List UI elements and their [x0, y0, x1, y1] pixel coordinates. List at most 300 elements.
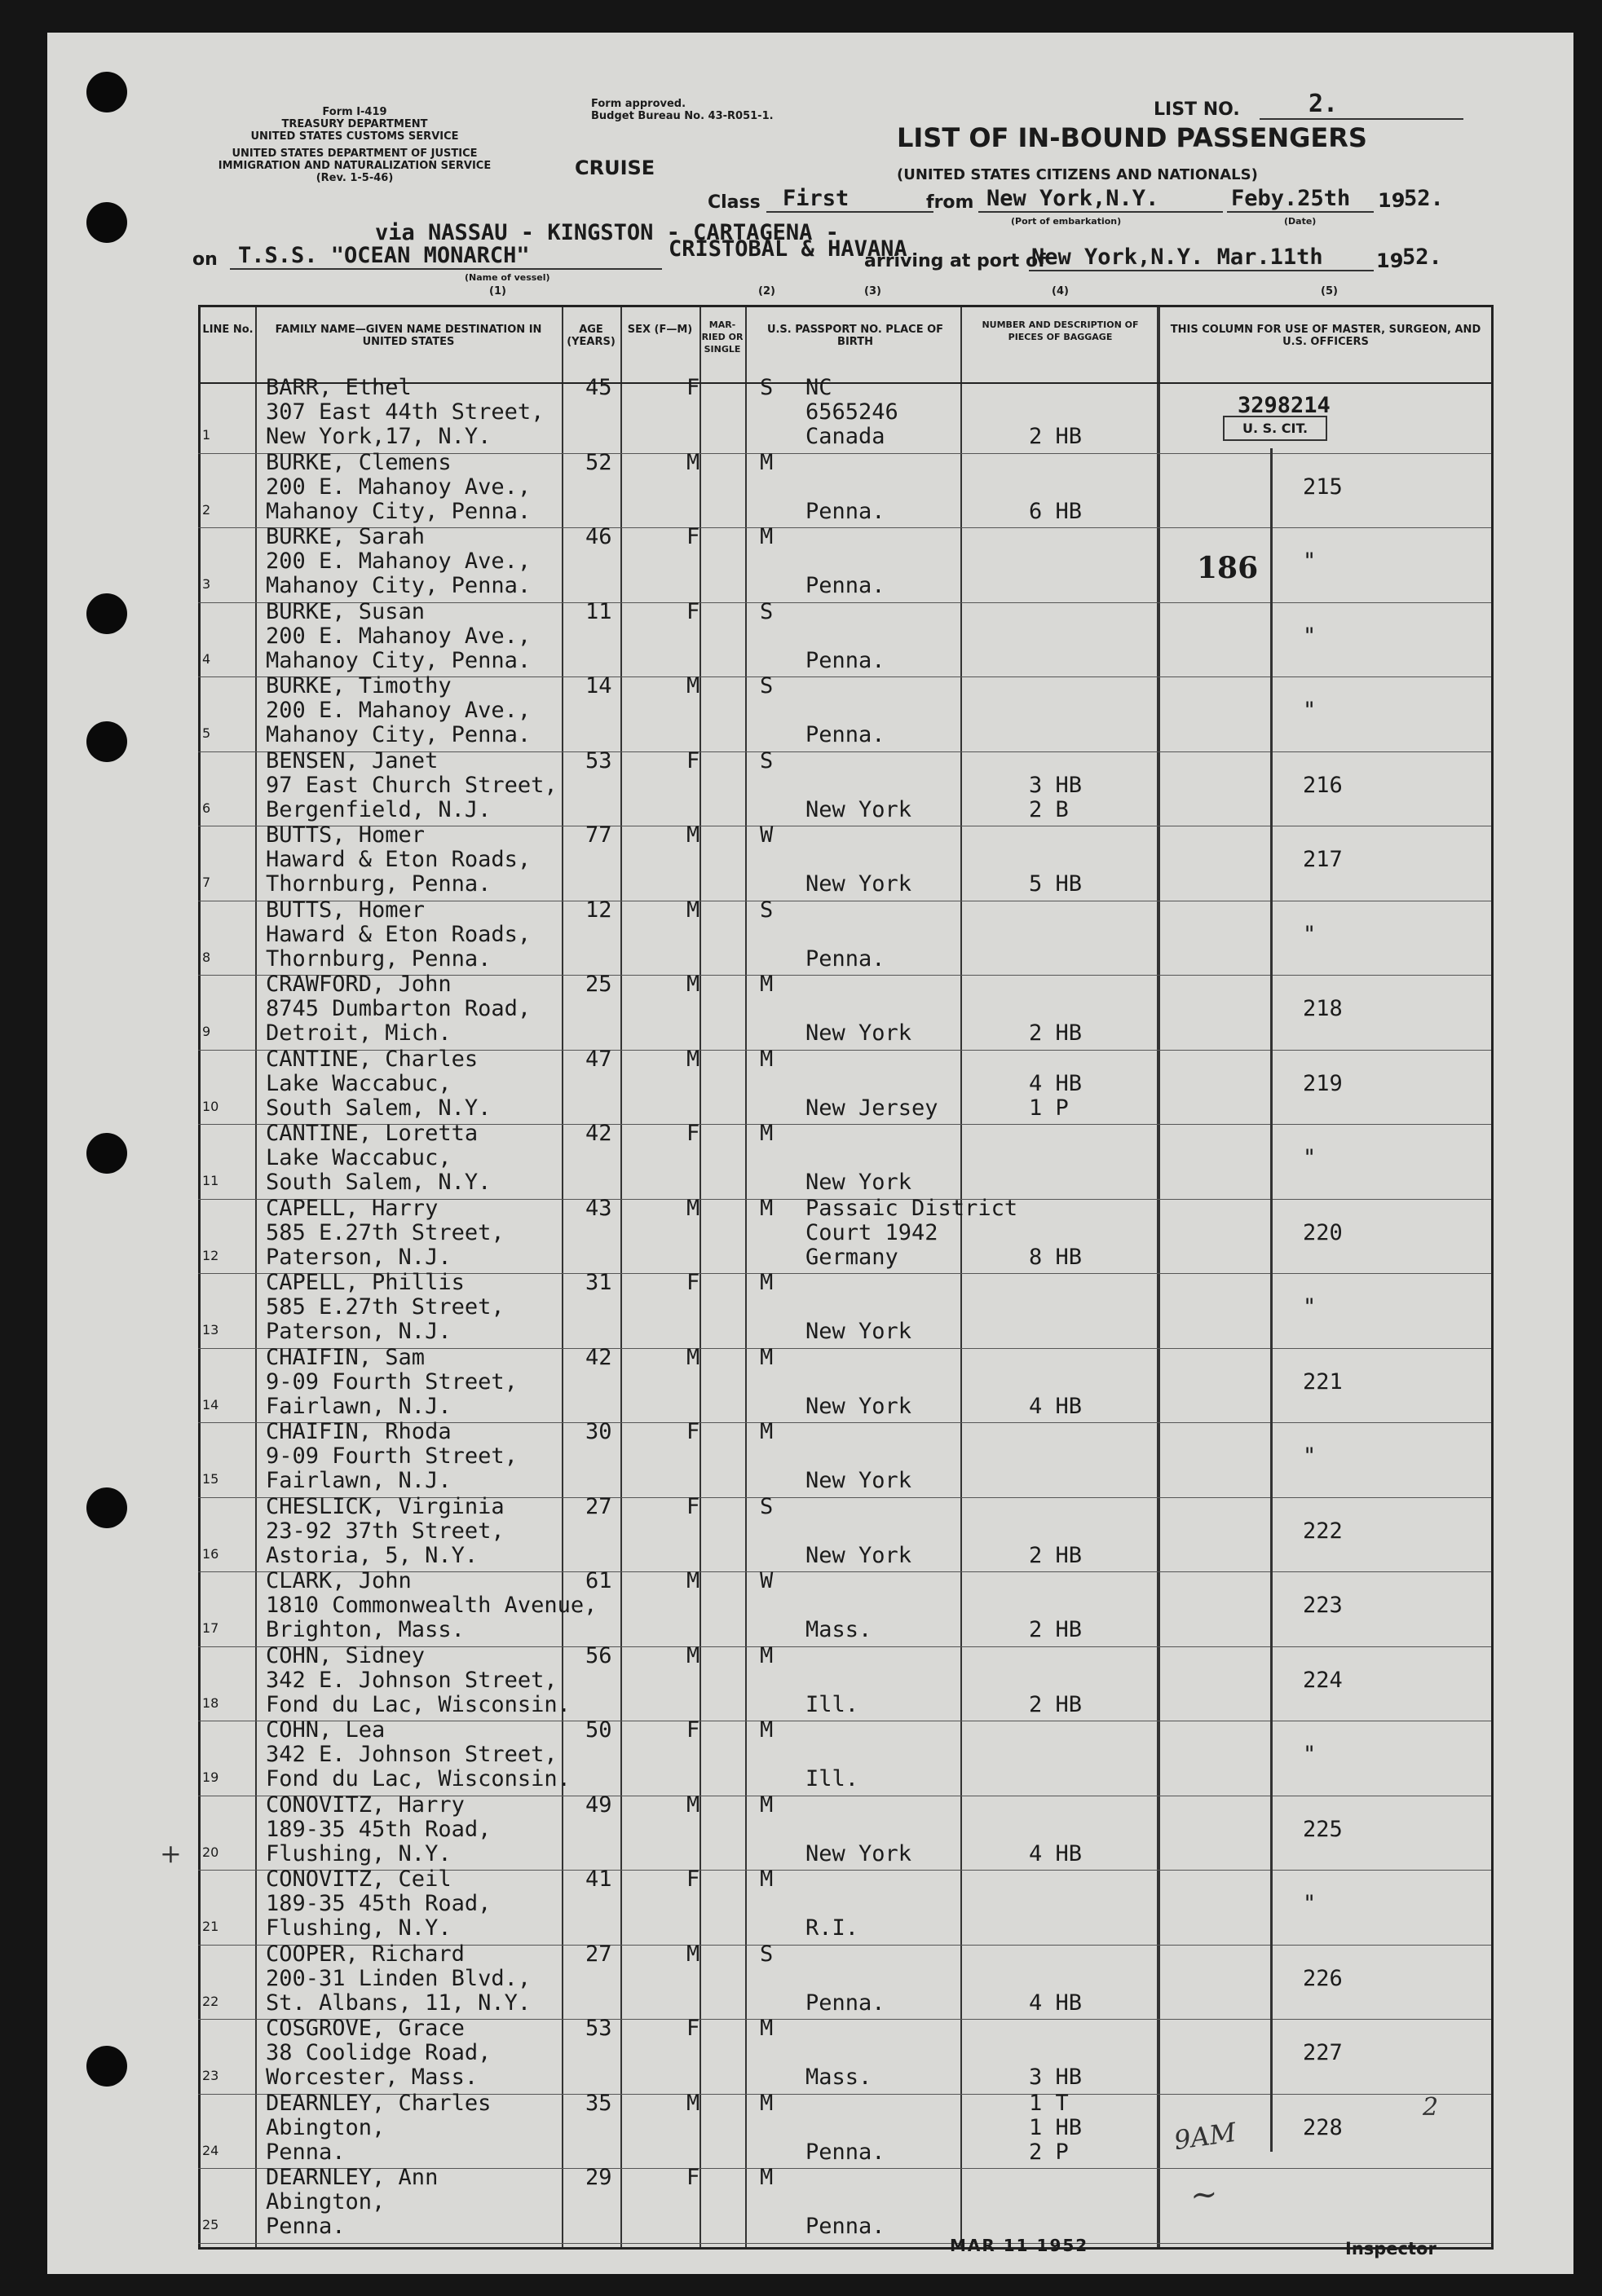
punch-hole [86, 72, 127, 112]
place-of-birth: Penna. [805, 498, 885, 524]
place-of-birth: New York [805, 1542, 912, 1568]
sex: F [686, 2165, 700, 2190]
marital-status: M [760, 1791, 774, 1818]
place-of-birth: Ill. [805, 1691, 859, 1717]
punch-hole [86, 593, 127, 634]
baggage-line-3: 4 HB [1029, 1990, 1083, 2016]
address-line-1: 189-35 45th Road, [266, 1816, 492, 1842]
address-line-2: Flushing, N.Y. [266, 1840, 452, 1866]
place-of-birth: Penna. [805, 2139, 885, 2165]
marital-status: M [760, 1195, 774, 1221]
officer-number: " [1303, 1742, 1317, 1767]
marital-status: M [760, 449, 774, 475]
address-line-2: Thornburg, Penna. [266, 945, 492, 972]
age: 53 [585, 747, 612, 773]
address-line-2: Mahanoy City, Penna. [266, 647, 532, 673]
officer-number: 216 [1303, 772, 1343, 798]
marital-status: M [760, 1866, 774, 1892]
passenger-name: BURKE, Timothy [266, 673, 452, 698]
officer-number: 226 [1303, 1965, 1343, 1991]
page-subtitle: (UNITED STATES CITIZENS AND NATIONALS) [897, 166, 1258, 183]
line-number: 1 [202, 427, 211, 443]
marital-status: S [760, 598, 774, 624]
passenger-name: BARR, Ethel [266, 375, 412, 400]
inspector-label: Inspector [1345, 2239, 1437, 2259]
line-number: 7 [202, 875, 211, 890]
address-line-2: Worcester, Mass. [266, 2065, 479, 2090]
age: 27 [585, 1493, 612, 1519]
marital-status: S [760, 897, 774, 923]
address-line-1: 200 E. Mahanoy Ave., [266, 623, 532, 649]
place-of-birth: New York [805, 1170, 912, 1195]
address-line-2: Astoria, 5, N.Y. [266, 1542, 479, 1568]
address-line-2: Paterson, N.J. [266, 1319, 452, 1344]
officer-number: 228 [1303, 2114, 1343, 2140]
date-caption: (Date) [1284, 216, 1317, 227]
age: 77 [585, 822, 612, 848]
officer-number: 220 [1303, 1219, 1343, 1245]
baggage-line-3: 1 P [1029, 1095, 1069, 1121]
marital-status: S [760, 1941, 774, 1967]
passenger-name: CONOVITZ, Harry [266, 1791, 465, 1818]
age: 29 [585, 2165, 612, 2190]
sex: M [686, 1791, 700, 1818]
baggage-line-3: 2 B [1029, 796, 1069, 822]
age: 14 [585, 673, 612, 698]
address-line-1: 200 E. Mahanoy Ave., [266, 474, 532, 500]
marital-status: S [760, 747, 774, 773]
marital-status: M [760, 1270, 774, 1295]
sex: F [686, 1866, 700, 1892]
marital-status: M [760, 972, 774, 997]
baggage-line-3: 2 HB [1029, 1617, 1083, 1642]
passenger-name: CANTINE, Loretta [266, 1121, 479, 1146]
on-label: on [192, 249, 218, 270]
address-line-2: Detroit, Mich. [266, 1020, 452, 1046]
passport-line-1: Passaic District [805, 1195, 1018, 1221]
address-line-1: 23-92 37th Street, [266, 1518, 505, 1544]
address-line-2: Fairlawn, N.J. [266, 1468, 452, 1493]
arrival-year: 52. [1402, 245, 1442, 270]
class-value: First [766, 186, 933, 213]
line-number: 16 [202, 1545, 219, 1562]
marital-status: S [760, 375, 774, 400]
sex: M [686, 1195, 700, 1221]
address-line-2: New York,17, N.Y. [266, 424, 492, 449]
address-line-1: 38 Coolidge Road, [266, 2040, 492, 2065]
passenger-name: COOPER, Richard [266, 1941, 465, 1967]
port-caption: (Port of embarkation) [1011, 216, 1122, 227]
sex: M [686, 1344, 700, 1370]
line-number: 8 [202, 949, 211, 965]
address-line-1: Abington, [266, 2114, 386, 2140]
line-number: 21 [202, 1919, 219, 1934]
address-line-1: 8745 Dumbarton Road, [266, 996, 532, 1021]
sex: M [686, 1046, 700, 1072]
sex: M [686, 673, 700, 698]
punch-hole [86, 202, 127, 243]
sex: M [686, 2090, 700, 2116]
inspector-signature: ~ [1189, 2175, 1220, 2215]
line-number: 19 [202, 1769, 219, 1785]
line-number: 12 [202, 1247, 219, 1263]
address-line-1: Lake Waccabuc, [266, 1145, 452, 1170]
baggage-line-3: 2 HB [1029, 1542, 1083, 1568]
baggage-line-3: 2 HB [1029, 1691, 1083, 1717]
embark-port: New York,N.Y. [978, 186, 1223, 213]
certificate-number: 3298214 [1238, 393, 1331, 418]
col-num-3: (3) [864, 285, 881, 297]
line-number: 23 [202, 2068, 219, 2083]
passport-line-2: 6565246 [805, 399, 898, 425]
sex: M [686, 897, 700, 923]
address-line-2: Brighton, Mass. [266, 1617, 465, 1642]
list-no-value: 2. [1260, 90, 1463, 120]
address-line-1: 307 East 44th Street, [266, 399, 545, 425]
officer-number: 222 [1303, 1518, 1343, 1544]
place-of-birth: R.I. [805, 1915, 859, 1941]
line-number: 3 [202, 576, 211, 592]
baggage-line-3: 5 HB [1029, 871, 1083, 897]
address-line-2: Bergenfield, N.J. [266, 796, 492, 822]
passenger-name: DEARNLEY, Ann [266, 2165, 439, 2190]
passenger-name: CAPELL, Phillis [266, 1270, 465, 1295]
date-stamp: MAR 11 1952 [950, 2236, 1089, 2255]
officer-number: 225 [1303, 1816, 1343, 1842]
passenger-name: COHN, Sidney [266, 1642, 426, 1668]
col-num-5: (5) [1321, 285, 1338, 297]
sex: M [686, 1568, 700, 1593]
officer-number: 219 [1303, 1070, 1343, 1096]
address-line-2: Thornburg, Penna. [266, 871, 492, 897]
passenger-name: BURKE, Sarah [266, 524, 426, 549]
col-header-baggage: NUMBER AND DESCRIPTION OF PIECES OF BAGGAGE [982, 320, 1139, 342]
place-of-birth: Penna. [805, 945, 885, 972]
justice-dept: UNITED STATES DEPARTMENT OF JUSTICE [232, 148, 478, 160]
place-of-birth: Penna. [805, 722, 885, 747]
officer-number: " [1303, 1145, 1317, 1170]
place-of-birth: Mass. [805, 1617, 872, 1642]
address-line-1: 97 East Church Street, [266, 772, 558, 798]
form-approved: Form approved. [591, 98, 686, 110]
officer-bracket-line [1270, 448, 1273, 2152]
passport-line-2: Court 1942 [805, 1219, 938, 1245]
address-line-2: Penna. [266, 2139, 346, 2165]
year-prefix: 19 [1378, 189, 1406, 212]
via-line-2: CRISTOBAL & HAVANA [669, 236, 907, 262]
officer-number: " [1303, 623, 1317, 649]
age: 27 [585, 1941, 612, 1967]
address-line-2: Flushing, N.Y. [266, 1915, 452, 1941]
baggage-line-2: 4 HB [1029, 1070, 1083, 1096]
address-line-2: Fond du Lac, Wisconsin. [266, 1691, 571, 1717]
officer-number: " [1303, 549, 1317, 574]
embark-date: Feby.25th [1227, 186, 1374, 213]
address-line-1: 200 E. Mahanoy Ave., [266, 698, 532, 723]
address-line-1: 585 E.27th Street, [266, 1294, 505, 1320]
passenger-name: CANTINE, Charles [266, 1046, 479, 1072]
col-header-officers: THIS COLUMN FOR USE OF MASTER, SURGEON, AND U.S. OFFICERS [1170, 324, 1481, 348]
age: 52 [585, 449, 612, 475]
passport-line-1: NC [805, 375, 832, 400]
address-line-2: Mahanoy City, Penna. [266, 573, 532, 598]
officer-number: 223 [1303, 1593, 1343, 1618]
baggage-line-3: 8 HB [1029, 1244, 1083, 1270]
place-of-birth: Mass. [805, 2065, 872, 2090]
officer-number: 217 [1303, 847, 1343, 872]
line-number: 14 [202, 1396, 219, 1412]
address-line-1: 200 E. Mahanoy Ave., [266, 549, 532, 574]
marital-status: M [760, 524, 774, 549]
age: 30 [585, 1419, 612, 1444]
line-number: 25 [202, 2217, 219, 2232]
form-id: Form I-419 [322, 106, 387, 118]
place-of-birth: Canada [805, 424, 885, 449]
passenger-name: CHAIFIN, Rhoda [266, 1419, 452, 1444]
place-of-birth: Penna. [805, 1990, 885, 2016]
place-of-birth: New York [805, 871, 912, 897]
line-number: 22 [202, 1993, 219, 2009]
age: 31 [585, 1270, 612, 1295]
sex: F [686, 1493, 700, 1519]
line-number: 24 [202, 2142, 219, 2158]
line-number: 18 [202, 1694, 219, 1711]
line-number: 4 [202, 650, 211, 667]
punch-hole [86, 2046, 127, 2087]
year-value: 52. [1404, 186, 1444, 211]
address-line-1: Abington, [266, 2189, 386, 2214]
col-header-age: AGE (YEARS) [567, 324, 616, 348]
us-citizen-stamp: U. S. CIT. [1223, 416, 1327, 441]
sex: F [686, 747, 700, 773]
officer-number: 215 [1303, 474, 1343, 500]
officer-number: " [1303, 1891, 1317, 1916]
age: 46 [585, 524, 612, 549]
officer-number: " [1303, 1294, 1317, 1320]
line-number: 17 [202, 1620, 219, 1636]
address-line-2: Paterson, N.J. [266, 1244, 452, 1270]
sex: M [686, 972, 700, 997]
age: 41 [585, 1866, 612, 1892]
address-line-2: Fond du Lac, Wisconsin. [266, 1766, 571, 1791]
col-header-passport: U.S. PASSPORT NO. PLACE OF BIRTH [766, 324, 944, 348]
punch-hole [86, 721, 127, 762]
list-no-label: LIST NO. [1154, 99, 1240, 120]
sex: F [686, 1270, 700, 1295]
marital-status: M [760, 2016, 774, 2041]
officer-number: 224 [1303, 1667, 1343, 1693]
officer-number: " [1303, 698, 1317, 723]
age: 35 [585, 2090, 612, 2116]
place-of-birth: New York [805, 1393, 912, 1419]
address-line-1: 342 E. Johnson Street, [266, 1742, 558, 1767]
passenger-name: COHN, Lea [266, 1717, 386, 1743]
stamp-186: 186 [1197, 551, 1259, 585]
age: 45 [585, 375, 612, 400]
arrival-port-date: New York,N.Y. Mar.11th [1029, 245, 1374, 271]
form-approval [591, 98, 774, 122]
col-num-2: (2) [758, 285, 775, 297]
age: 61 [585, 1568, 612, 1593]
class-label: Class [708, 192, 761, 213]
place-of-birth: New York [805, 1468, 912, 1493]
officer-number: 221 [1303, 1368, 1343, 1395]
place-of-birth: Penna. [805, 573, 885, 598]
budget-bureau: Budget Bureau No. 43-R051-1. [591, 110, 774, 122]
address-line-2: St. Albans, 11, N.Y. [266, 1990, 532, 2016]
baggage-line-2: 1 HB [1029, 2114, 1083, 2140]
vessel-name: T.S.S. "OCEAN MONARCH" [230, 243, 662, 270]
address-line-1: Lake Waccabuc, [266, 1070, 452, 1096]
marital-status: M [760, 1344, 774, 1370]
baggage-line-3: 2 P [1029, 2139, 1069, 2165]
marital-status: M [760, 1717, 774, 1743]
page-note: 2 [1423, 2093, 1439, 2122]
col-num-1: (1) [489, 285, 506, 297]
baggage-line-3: 4 HB [1029, 1393, 1083, 1419]
age: 43 [585, 1195, 612, 1221]
passenger-name: CONOVITZ, Ceil [266, 1866, 452, 1892]
form-revision: (Rev. 1-5-46) [316, 172, 394, 184]
col-num-4: (4) [1052, 285, 1069, 297]
marital-status: W [760, 1568, 774, 1593]
age: 49 [585, 1791, 612, 1818]
sex: F [686, 1121, 700, 1146]
place-of-birth: New York [805, 796, 912, 822]
address-line-2: Penna. [266, 2214, 346, 2239]
line-number: 9 [202, 1024, 211, 1039]
sex: M [686, 1941, 700, 1967]
sex: F [686, 1717, 700, 1743]
time-note: 9AM [1172, 2116, 1238, 2157]
line-number: 20 [202, 1844, 219, 1860]
officer-number: 227 [1303, 2040, 1343, 2065]
col-header-sex: SEX (F—M) [627, 324, 693, 336]
address-line-2: South Salem, N.Y. [266, 1170, 492, 1195]
sex: F [686, 1419, 700, 1444]
marital-status: M [760, 1419, 774, 1444]
address-line-1: 200-31 Linden Blvd., [266, 1965, 532, 1991]
address-line-2: South Salem, N.Y. [266, 1095, 492, 1121]
row-divider [198, 2243, 1491, 2244]
line-number: 15 [202, 1471, 219, 1487]
passenger-name: CLARK, John [266, 1568, 412, 1593]
address-line-1: Haward & Eton Roads, [266, 921, 532, 947]
passenger-name: BUTTS, Homer [266, 822, 426, 848]
place-of-birth: New Jersey [805, 1095, 938, 1121]
marital-status: S [760, 1493, 774, 1519]
passenger-name: BUTTS, Homer [266, 897, 426, 923]
sex: M [686, 449, 700, 475]
marital-status: W [760, 822, 774, 848]
ins-service: IMMIGRATION AND NATURALIZATION SERVICE [218, 160, 492, 172]
baggage-line-3: 6 HB [1029, 498, 1083, 524]
marital-status: M [760, 2090, 774, 2116]
marital-status: M [760, 1121, 774, 1146]
officer-number: " [1303, 1443, 1317, 1469]
form-id-block [196, 106, 514, 184]
sex: M [686, 1642, 700, 1668]
line-number: 2 [202, 501, 211, 518]
passenger-name: COSGROVE, Grace [266, 2016, 465, 2041]
baggage-line-3: 2 HB [1029, 1020, 1083, 1046]
punch-hole [86, 1133, 127, 1174]
line-number: 6 [202, 800, 211, 816]
arriving-label: arriving at port of [864, 251, 1046, 271]
via-line: via NASSAU - KINGSTON - CARTAGENA - [375, 220, 839, 245]
officer-number: 218 [1303, 996, 1343, 1021]
baggage-line-1: 1 T [1029, 2090, 1069, 2116]
col-header-name: FAMILY NAME—GIVEN NAME DESTINATION IN UNITED STATES [275, 324, 542, 348]
address-line-1: 189-35 45th Road, [266, 1891, 492, 1916]
baggage-line-3: 4 HB [1029, 1840, 1083, 1866]
address-line-2: Mahanoy City, Penna. [266, 498, 532, 524]
cruise-label: CRUISE [575, 156, 655, 179]
vessel-caption: (Name of vessel) [465, 272, 550, 283]
place-of-birth: Penna. [805, 647, 885, 673]
age: 42 [585, 1344, 612, 1370]
marital-status: M [760, 1046, 774, 1072]
passenger-name: BURKE, Clemens [266, 449, 452, 475]
age: 56 [585, 1642, 612, 1668]
baggage-line-3: 3 HB [1029, 2065, 1083, 2090]
line-number: 10 [202, 1098, 219, 1114]
page-title: LIST OF IN-BOUND PASSENGERS [897, 122, 1367, 153]
place-of-birth: New York [805, 1020, 912, 1046]
marital-status: M [760, 1642, 774, 1668]
age: 11 [585, 598, 612, 624]
age: 47 [585, 1046, 612, 1072]
col-header-married: MAR-RIED OR SINGLE [701, 320, 744, 355]
place-of-birth: New York [805, 1319, 912, 1344]
address-line-2: Fairlawn, N.J. [266, 1393, 452, 1419]
age: 42 [585, 1121, 612, 1146]
margin-mark: + [160, 1838, 182, 1869]
passenger-name: BENSEN, Janet [266, 747, 439, 773]
place-of-birth: Penna. [805, 2214, 885, 2239]
col-header-line: LINE No. [202, 324, 254, 336]
address-line-1: 9-09 Fourth Street, [266, 1368, 518, 1395]
passenger-name: BURKE, Susan [266, 598, 426, 624]
baggage-line-3: 2 HB [1029, 424, 1083, 449]
age: 50 [585, 1717, 612, 1743]
place-of-birth: Germany [805, 1244, 898, 1270]
baggage-line-2: 3 HB [1029, 772, 1083, 798]
passenger-name: CAPELL, Harry [266, 1195, 439, 1221]
line-number: 11 [202, 1173, 219, 1188]
sex: F [686, 598, 700, 624]
address-line-1: Haward & Eton Roads, [266, 847, 532, 872]
treasury-dept: TREASURY DEPARTMENT [281, 118, 428, 130]
officer-number: " [1303, 921, 1317, 947]
customs-service: UNITED STATES CUSTOMS SERVICE [250, 130, 459, 143]
address-line-1: 9-09 Fourth Street, [266, 1443, 518, 1469]
age: 25 [585, 972, 612, 997]
sex: F [686, 2016, 700, 2041]
passenger-name: CRAWFORD, John [266, 972, 452, 997]
address-line-2: Mahanoy City, Penna. [266, 722, 532, 747]
place-of-birth: New York [805, 1840, 912, 1866]
address-line-1: 342 E. Johnson Street, [266, 1667, 558, 1693]
sex: F [686, 524, 700, 549]
age: 12 [585, 897, 612, 923]
place-of-birth: Ill. [805, 1766, 859, 1791]
line-number: 5 [202, 725, 211, 741]
address-line-1: 585 E.27th Street, [266, 1219, 505, 1245]
age: 53 [585, 2016, 612, 2041]
sex: M [686, 822, 700, 848]
line-number: 13 [202, 1322, 219, 1337]
